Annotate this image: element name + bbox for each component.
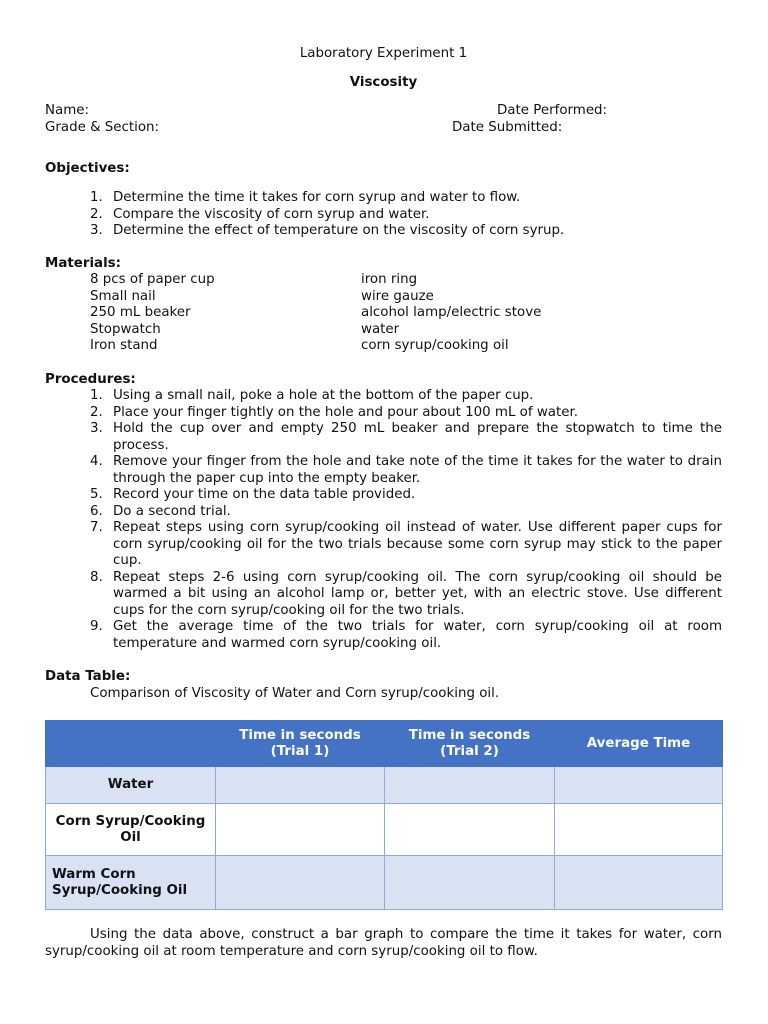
list-item: 6. Do a second trial. [90,503,231,519]
objectives-heading: Objectives: [45,161,130,176]
table-cell[interactable] [555,856,723,910]
procedures-heading: Procedures: [45,372,136,387]
list-item: 3. Hold the cup over and empty 250 mL beaker and prepare the stopwatch to time the process. [90,421,722,453]
list-item: 7. Repeat steps using corn syrup/cooking oil instead of water. Use different paper cups for corn syrup/cooking oil for the two trials because some corn syrup may stick to the paper cup. [90,520,722,568]
list-item: 9. Get the average time of the two trials for water, corn syrup/cooking oil at room temperature and warmed corn syrup/cooking oil. [90,619,722,651]
table-row [46,804,723,856]
data-table-caption: Comparison of Viscosity of Water and Corn syrup/cooking oil. [90,686,500,701]
row-header: Corn Syrup/Cooking Oil [46,804,216,856]
closing-instruction: Using the data above, construct a bar graph to compare the time it takes for water, corn syrup/cooking oil at room temperature and corn syrup/cooking oil to flow. [45,927,722,959]
column-header: Average Time [555,721,723,767]
materials-heading: Materials: [45,256,121,271]
list-item: 8 pcs of paper cup iron ring [90,272,418,287]
list-item: 2. Place your finger tightly on the hole and pour about 100 mL of water. [90,404,579,420]
student-info [45,103,722,136]
procedures-list [45,388,722,652]
column-header [46,721,216,767]
list-item: 2. Compare the viscosity of corn syrup and water. [90,206,430,222]
list-item: 5. Record your time on the data table provided. [90,487,416,502]
list-item: 4. Remove your finger from the hole and take note of the time it takes for the water to drain through the paper cup into the empty beaker. [90,454,722,486]
list-item: 1. Determine the time it takes for corn syrup and water to flow. [90,190,521,205]
list-item: Small nail wire gauze [90,288,434,304]
row-header: Warm Corn Syrup/Cooking Oil [46,856,216,910]
name-label: Name: [45,103,90,118]
table-cell[interactable] [555,767,723,804]
list-item: 1. Using a small nail, poke a hole at the bottom of the paper cup. [90,388,534,403]
column-header: Time in seconds (Trial 2) [385,721,555,767]
grade-section-label: Grade & Section: [45,119,160,135]
materials-list [90,272,722,355]
table-header-row [46,721,723,767]
list-item: 250 mL beaker alcohol lamp/electric stove [90,305,542,320]
table-row [46,767,723,804]
document-title: Laboratory Experiment 1 [299,46,468,61]
list-item: 8. Repeat steps 2-6 using corn syrup/cooking oil. The corn syrup/cooking oil should be warmed a bit using an alcohol lamp or, better yet, with an electric stove. Use different cups for the corn syrup/cooking oil for the two trials. [90,569,722,618]
table-cell[interactable] [385,804,555,856]
table-cell[interactable] [555,804,723,856]
table-cell[interactable] [216,767,385,804]
row-header: Water [46,767,216,804]
list-item: Stopwatch water [90,321,400,337]
table-cell[interactable] [385,767,555,804]
table-cell[interactable] [216,804,385,856]
column-header: Time in seconds (Trial 1) [216,721,385,767]
data-table [45,720,723,910]
document-subtitle: Viscosity [349,75,418,90]
table-cell[interactable] [216,856,385,910]
table-cell[interactable] [385,856,555,910]
date-submitted-label: Date Submitted: [452,119,563,135]
list-item: Iron stand corn syrup/cooking oil [90,338,509,353]
date-performed-label: Date Performed: [497,103,608,118]
table-row [46,856,723,910]
data-table-heading: Data Table: [45,669,131,684]
list-item: 3. Determine the effect of temperature on the viscosity of corn syrup. [90,223,565,238]
objectives-list [45,190,722,240]
